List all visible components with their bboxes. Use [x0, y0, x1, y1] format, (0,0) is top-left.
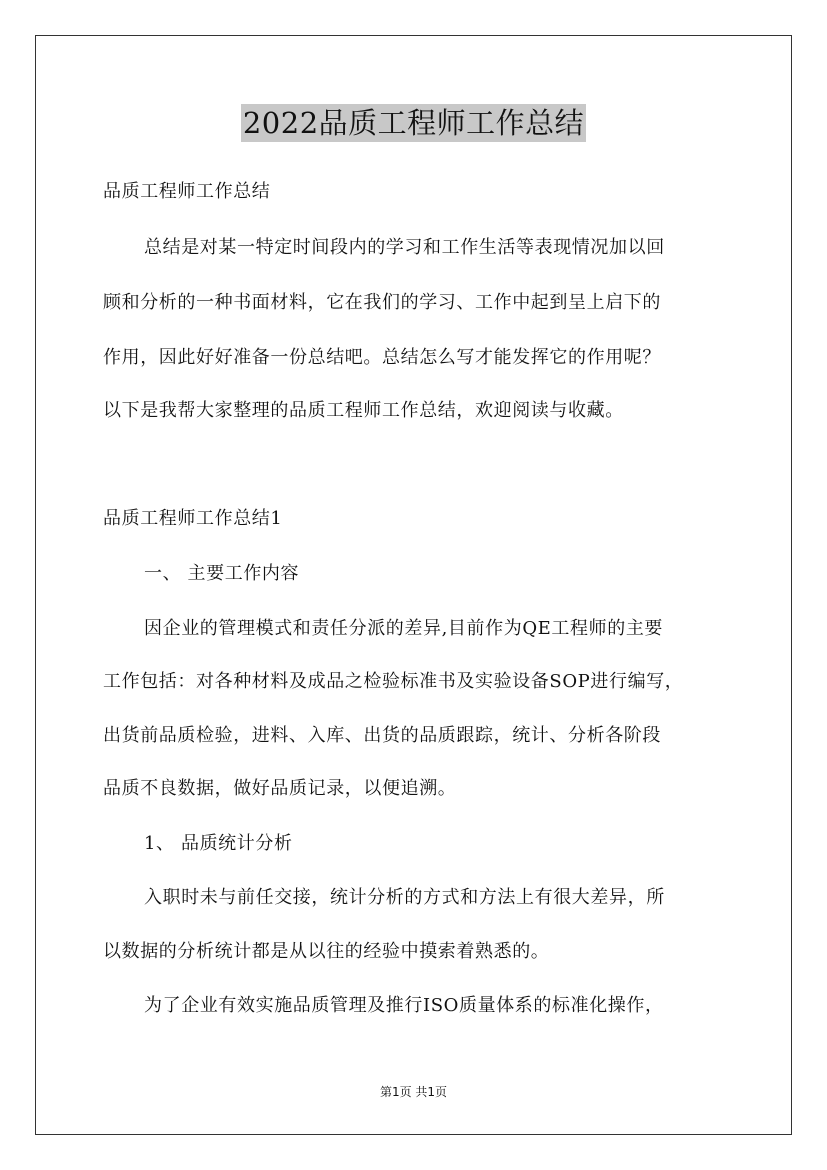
paragraph-line: 品质不良数据，做好品质记录，以便追溯。 [103, 778, 457, 799]
paragraph-line: 因企业的管理模式和责任分派的差异,目前作为QE工程师的主要 [144, 618, 664, 639]
paragraph-line: 工作包括：对各种材料及成品之检验标准书及实验设备SOP进行编写， [103, 671, 684, 692]
intro-line: 总结是对某一特定时间段内的学习和工作生活等表现情况加以回 [144, 237, 665, 258]
document-title: 2022品质工程师工作总结 [242, 106, 585, 140]
title-container [0, 104, 827, 142]
intro-line: 顾和分析的一种书面材料，它在我们的学习、工作中起到呈上启下的 [103, 292, 661, 313]
list-heading: 一、 主要工作内容 [144, 563, 300, 584]
section-heading: 品质工程师工作总结1 [103, 508, 283, 529]
paragraph-line: 入职时未与前任交接，统计分析的方式和方法上有很大差异，所 [144, 887, 665, 908]
page-footer: 第1页 共1页 [379, 1085, 448, 1099]
paragraph-line: 出货前品质检验，进料、入库、出货的品质跟踪，统计、分析各阶段 [103, 725, 661, 746]
intro-line: 作用，因此好好准备一份总结吧。总结怎么写才能发挥它的作用呢？ [103, 347, 661, 368]
subitem-heading: 1、 品质统计分析 [144, 833, 293, 854]
intro-line: 以下是我帮大家整理的品质工程师工作总结，欢迎阅读与收藏。 [103, 400, 624, 421]
paragraph-line: 以数据的分析统计都是从以往的经验中摸索着熟悉的。 [103, 941, 550, 962]
paragraph-line: 为了企业有效实施品质管理及推行ISO质量体系的标准化操作， [144, 995, 664, 1016]
subtitle: 品质工程师工作总结 [103, 181, 271, 202]
